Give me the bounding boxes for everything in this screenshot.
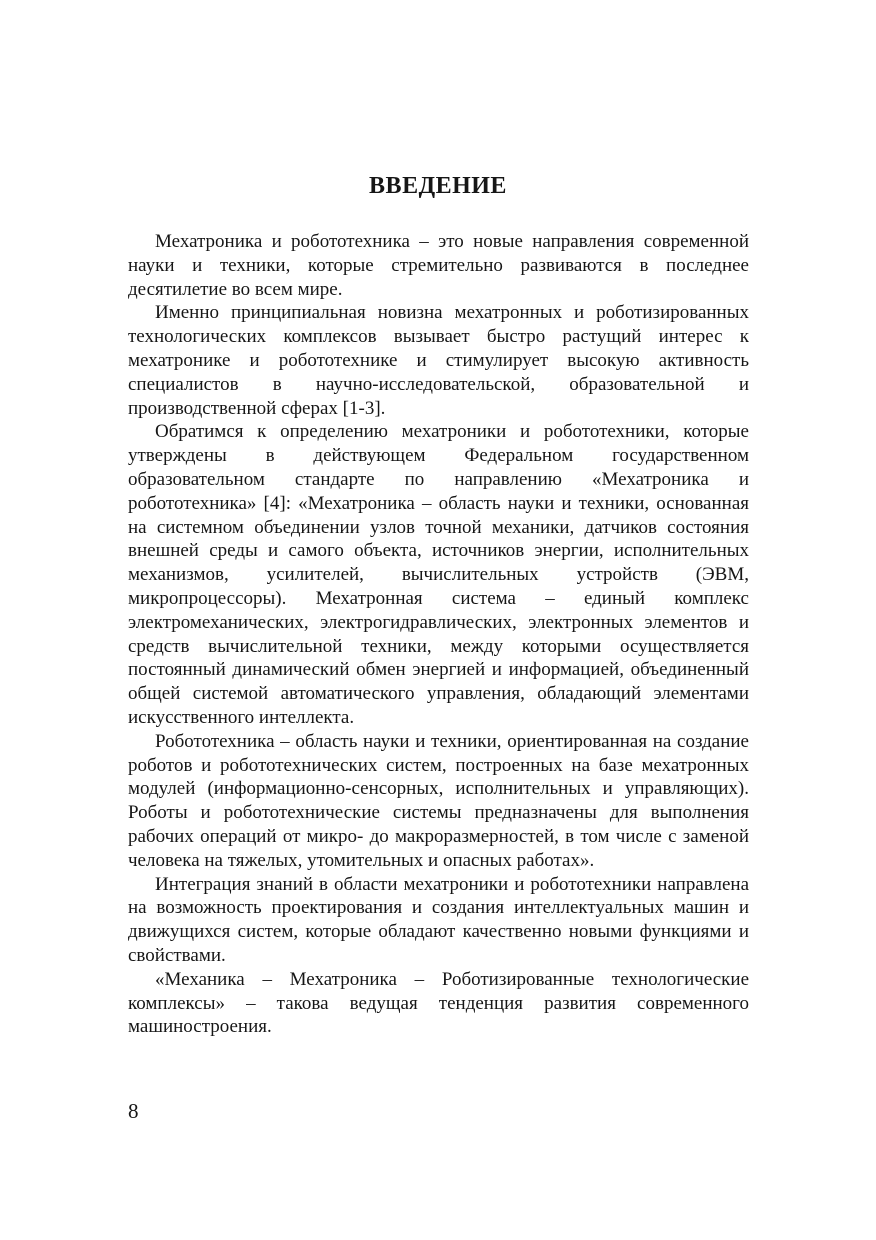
paragraph: Мехатроника и робототехника – это новые направления современной науки и техники, которые стремительно развиваются в последнее десятилетие во всем мире. xyxy=(128,231,749,300)
paragraph: «Механика – Мехатроника – Роботизированные технологические комплексы» – такова ведущая тенденция развития современного машиностроения. xyxy=(128,968,749,1038)
page-title: ВВЕДЕНИЕ xyxy=(369,173,507,199)
body-text xyxy=(128,230,749,1039)
paragraph: Интеграция знаний в области мехатроники и робототехники направлена на возможность проектирования и создания интеллектуальных машин и движущихся систем, которые обладают качественно новыми функциями и свойствами. xyxy=(128,873,749,966)
paragraph: Именно принципиальная новизна мехатронных и роботизированных технологических комплексов вызывает быстро растущий интерес к мехатронике и робототехнике и стимулирует высокую активность специалистов в научно-исследовательской, образовательной и производственной сферах [1-3]. xyxy=(128,302,749,419)
page-number: 8 xyxy=(128,1099,139,1123)
paragraph: Обратимся к определению мехатроники и робототехники, которые утверждены в действующем Федеральном государственном образовательном стандарте по направлению «Мехатроника и робототехника» [4]: «Мехатроника – область науки и техники, основанная на системном объединении узлов точной механики, датчиков состояния внешней среды и самого объекта, источников энергии, исполнительных механизмов, усилителей, вычислительных устройств (ЭВМ, микропроцессоры). Мехатронная система – единый комплекс электромеханических, электрогидравлических, электронных элементов и средств вычислительной техники, между которыми осуществляется постоянный динамический обмен энергией и информацией, объединенный общей системой автоматического управления, обладающий элементами искусственного интеллекта. xyxy=(128,421,749,728)
paragraph: Робототехника – область науки и техники, ориентированная на создание роботов и робототехнических систем, построенных на базе мехатронных модулей (информационно-сенсорных, исполнительных и управляющих). Роботы и робототехнические системы предназначены для выполнения рабочих операций от микро- до макроразмерностей, в том числе с заменой человека на тяжелых, утомительных и опасных работах». xyxy=(128,730,749,871)
